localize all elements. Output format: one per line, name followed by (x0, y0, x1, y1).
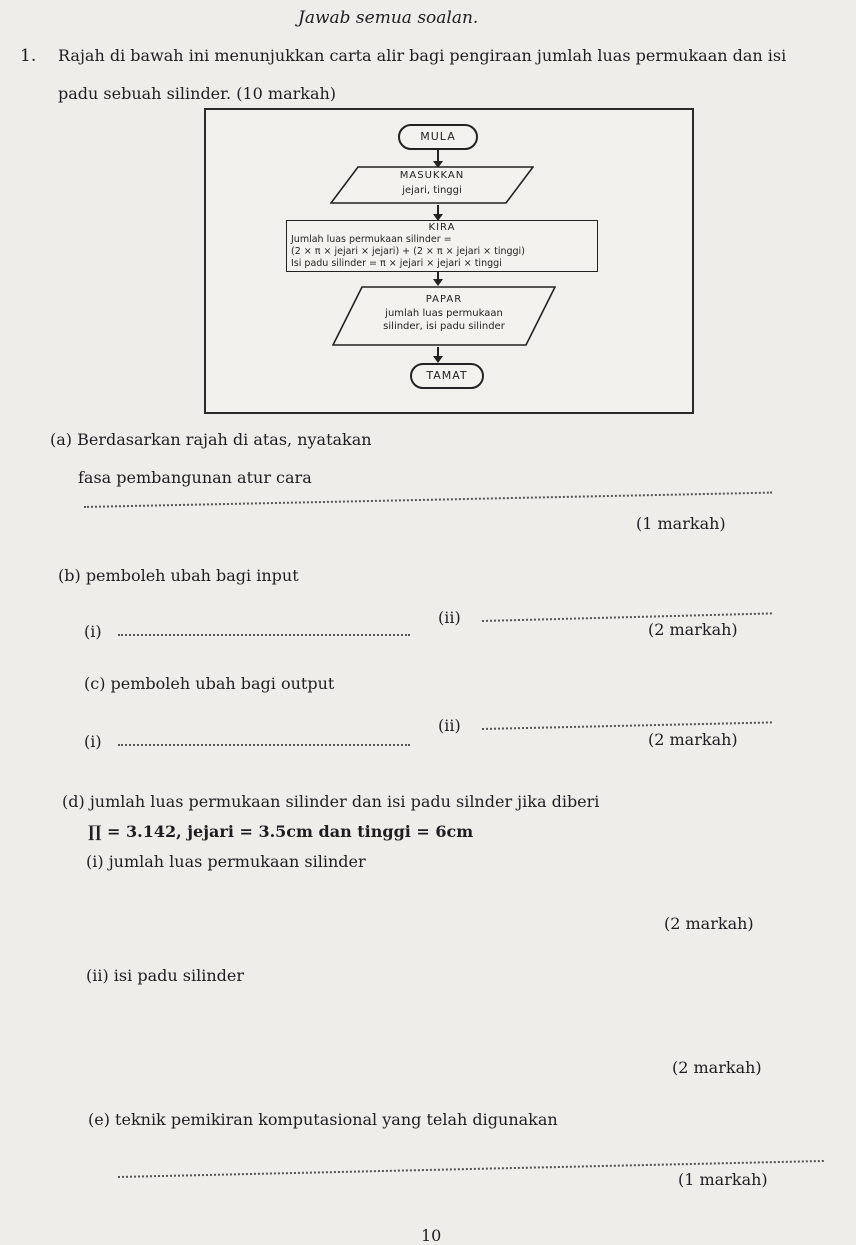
part-d-i-marks: (2 markah) (664, 914, 754, 933)
part-b-marks: (2 markah) (648, 620, 738, 639)
part-c-text: (c) pemboleh ubah bagi output (84, 674, 335, 693)
part-d-sub-ii: (ii) isi padu silinder (86, 966, 244, 985)
answer-line[interactable] (118, 744, 410, 746)
flowchart-arrow (437, 272, 439, 284)
flowchart-end-label: TAMAT (426, 369, 468, 382)
flowchart-arrow (437, 150, 439, 166)
flowchart-output-line-1: jumlah luas permukaan (385, 308, 503, 319)
part-c-ii-label: (ii) (438, 716, 461, 735)
answer-line[interactable] (84, 492, 772, 508)
instruction-header (298, 8, 478, 28)
flowchart-start-terminal (398, 124, 478, 150)
page-number: 10 (421, 1226, 442, 1245)
part-a-marks: (1 markah) (636, 514, 726, 533)
flowchart-input-title: MASUKKAN (399, 170, 465, 181)
instruction-text: Jawab semua soalan. (298, 8, 479, 28)
question-number: 1. (20, 46, 37, 66)
part-e-text: (e) teknik pemikiran komputasional yang telah digunakan (88, 1110, 558, 1129)
part-d-sub-i: (i) jumlah luas permukaan silinder (86, 852, 366, 871)
part-d-given-values: ∏ = 3.142, jejari = 3.5cm dan tinggi = 6cm (88, 822, 474, 841)
flowchart-output-title: PAPAR (425, 294, 463, 305)
part-b-text: (b) pemboleh ubah bagi input (58, 566, 299, 585)
flowchart-process-box (286, 220, 598, 272)
question-line-2: padu sebuah silinder. (10 markah) (58, 84, 337, 103)
part-a-line-1: (a) Berdasarkan rajah di atas, nyatakan (50, 430, 372, 449)
flowchart-input-text: jejari, tinggi (402, 185, 462, 196)
flowchart-output-line-2: silinder, isi padu silinder (383, 321, 505, 332)
flowchart-process-line-1: Jumlah luas permukaan silinder = (291, 234, 452, 245)
part-a-line-2: fasa pembangunan atur cara (78, 468, 312, 487)
flowchart-start-label: MULA (420, 130, 456, 143)
flowchart-process-line-3: Isi padu silinder = π × jejari × jejari × tinggi (291, 258, 502, 269)
flowchart-arrow (437, 205, 439, 219)
answer-line[interactable] (482, 721, 772, 730)
flowchart-process-line-2: (2 × π × jejari × jejari) + (2 × π × jejari × tinggi) (291, 246, 525, 257)
part-c-marks: (2 markah) (648, 730, 738, 749)
answer-line[interactable] (118, 634, 410, 636)
flowchart-diagram (204, 108, 694, 414)
part-e-marks: (1 markah) (678, 1170, 768, 1189)
part-b-ii-label: (ii) (438, 608, 461, 627)
flowchart-process-title: KIRA (428, 222, 456, 233)
part-b-i-label: (i) (84, 622, 102, 641)
part-d-line-1: (d) jumlah luas permukaan silinder dan isi padu silnder jika diberi (62, 792, 600, 811)
question-line-1: Rajah di bawah ini menunjukkan carta alir bagi pengiraan jumlah luas permukaan dan isi (58, 46, 787, 65)
flowchart-end-terminal (410, 363, 484, 389)
part-d-ii-marks: (2 markah) (672, 1058, 762, 1077)
flowchart-arrow (437, 347, 439, 361)
part-c-i-label: (i) (84, 732, 102, 751)
